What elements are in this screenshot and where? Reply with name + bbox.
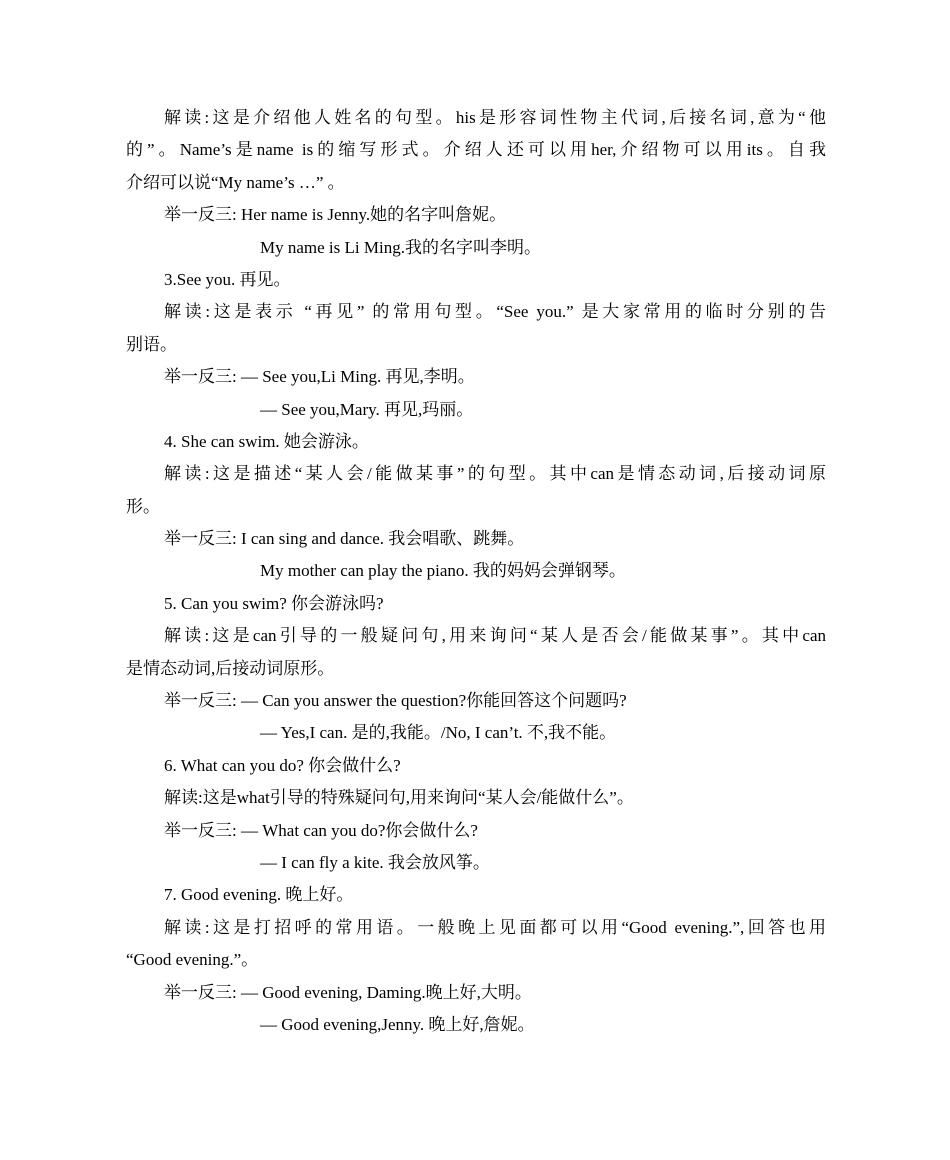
para-name-explanation-line-1: 解读:这是介绍他人姓名的句型。his是形容词性物主代词,后接名词,意为“他	[164, 108, 826, 127]
example-see-you-mary: — See you,Mary. 再见,玛丽。	[260, 399, 474, 419]
example-answer-question: 举一反三: — Can you answer the question?你能回答这个问题吗?	[164, 691, 627, 711]
para-see-you-explanation-line-2: 别语。	[126, 334, 177, 354]
example-good-evening-jenny: — Good evening,Jenny. 晚上好,詹妮。	[260, 1014, 535, 1034]
heading-what-can-you-do: 6. What can you do? 你会做什么?	[164, 755, 401, 775]
para-can-question-explanation-line-2: 是情态动词,后接动词原形。	[126, 658, 335, 678]
example-sing-dance: 举一反三: I can sing and dance. 我会唱歌、跳舞。	[164, 529, 525, 549]
para-name-explanation-line-3: 介绍可以说“My name’s …” 。	[126, 172, 345, 192]
para-what-explanation: 解读:这是what引导的特殊疑问句,用来询问“某人会/能做什么”。	[164, 788, 634, 808]
example-fly-kite: — I can fly a kite. 我会放风筝。	[260, 852, 490, 872]
heading-see-you: 3.See you. 再见。	[164, 269, 291, 289]
example-good-evening-daming: 举一反三: — Good evening, Daming.晚上好,大明。	[164, 982, 532, 1002]
example-her-name: 举一反三: Her name is Jenny.她的名字叫詹妮。	[164, 205, 507, 225]
heading-good-evening: 7. Good evening. 晚上好。	[164, 885, 354, 905]
para-see-you-explanation-line-1: 解读:这是表示 “再见” 的常用句型。“See you.” 是大家常用的临时分别的告	[164, 302, 826, 322]
document-body	[126, 102, 826, 1041]
para-can-question-explanation-line-1: 解读:这是can引导的一般疑问句,用来询问“某人是否会/能做某事”。其中can	[164, 626, 826, 646]
heading-she-can-swim: 4. She can swim. 她会游泳。	[164, 431, 369, 451]
example-my-name: My name is Li Ming.我的名字叫李明。	[260, 237, 541, 257]
para-can-explanation-line-1: 解读:这是描述“某人会/能做某事”的句型。其中can是情态动词,后接动词原	[164, 464, 826, 484]
para-can-explanation-line-2: 形。	[126, 496, 160, 516]
example-see-you-li-ming: 举一反三: — See you,Li Ming. 再见,李明。	[164, 367, 475, 387]
para-good-evening-explanation-line-1: 解读:这是打招呼的常用语。一般晚上见面都可以用“Good evening.”,回答也用	[164, 917, 826, 937]
para-name-explanation-line-2: 的”。Name’s是name is的缩写形式。介绍人还可以用her,介绍物可以用its。自我	[126, 140, 826, 160]
example-what-can-you-do: 举一反三: — What can you do?你会做什么?	[164, 820, 478, 840]
heading-can-you-swim: 5. Can you swim? 你会游泳吗?	[164, 593, 384, 613]
example-play-piano: My mother can play the piano. 我的妈妈会弹钢琴。	[260, 561, 626, 581]
para-good-evening-explanation-line-2: “Good evening.”。	[126, 950, 259, 970]
example-yes-no: — Yes,I can. 是的,我能。/No, I can’t. 不,我不能。	[260, 723, 617, 743]
